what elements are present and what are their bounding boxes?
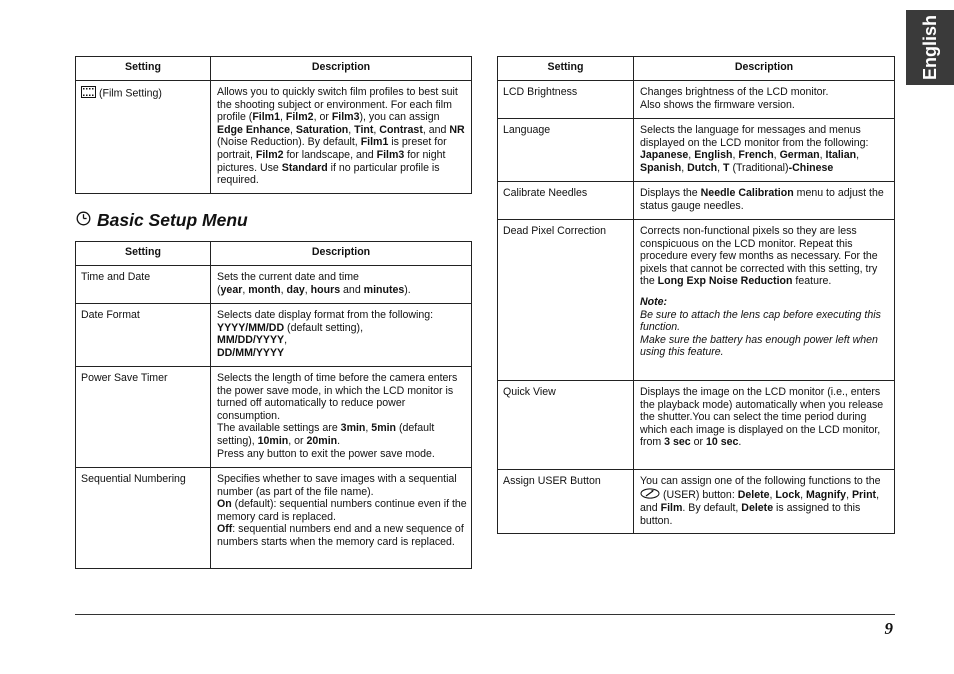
- setting-column-header: Setting: [498, 57, 634, 81]
- basic-setup-table: [75, 241, 472, 569]
- description-cell: Selects the language for messages and menus displayed on the LCD monitor from the following: Japanese, English, French, German, Italian, Spanish, Dutch, T (Traditional)-Chinese: [634, 119, 895, 182]
- setting-cell: Power Save Timer: [76, 367, 211, 468]
- description-column-header: Description: [211, 242, 472, 266]
- setting-label: (Film Setting): [98, 87, 162, 100]
- section-title: Basic Setup Menu: [97, 210, 248, 230]
- setting-cell: Assign USER Button: [498, 470, 634, 534]
- description-cell: Selects the length of time before the camera enters the power save mode, in which the LCD monitor is turned off automatically to reduce power consumption. The available settings are 3min, 5min (default setting), 10min, or 20min. Press any button to exit the power save mode.: [211, 367, 472, 468]
- description-column-header: Description: [634, 57, 895, 81]
- table-row: [498, 470, 895, 534]
- description-cell: Corrects non-functional pixels so they are less conspicuous on the LCD monitor. Repeat this procedure every few months as necessary. For the pixels that cannot be corrected with this setting, try the Long Exp Noise Reduction feature. Note: Be sure to attach the lens cap before executing this function. Make sure the battery has enough power left when using this feature.: [634, 220, 895, 381]
- setup-menu-table-continued: [497, 56, 895, 534]
- page-number: 9: [884, 619, 893, 638]
- table-header-row: [498, 57, 895, 81]
- table-row: [76, 468, 472, 569]
- film-setting-table: [75, 56, 472, 194]
- setting-cell: Calibrate Needles: [498, 182, 634, 220]
- description-cell: Displays the image on the LCD monitor (i.e., enters the playback mode) automatically when you release the shutter.You can select the time period during which each image is displayed on the LCD monitor, from 3 sec or 10 sec.: [634, 381, 895, 470]
- setting-cell: Quick View: [498, 381, 634, 470]
- footer-rule: [75, 614, 895, 615]
- description-cell: Changes brightness of the LCD monitor. Also shows the firmware version.: [634, 81, 895, 119]
- setting-column-header: Setting: [76, 57, 211, 81]
- table-row: [498, 81, 895, 119]
- setting-cell: Date Format: [76, 304, 211, 367]
- table-row: [76, 367, 472, 468]
- note-label: Note:: [640, 295, 668, 308]
- table-row: [498, 220, 895, 381]
- table-row: [76, 81, 472, 194]
- clock-icon: [76, 210, 91, 231]
- table-header-row: [76, 242, 472, 266]
- description-cell: Sets the current date and time (year, month, day, hours and minutes).: [211, 266, 472, 304]
- description-cell: Specifies whether to save images with a sequential number (as part of the file name). On (default): sequential numbers continue even if the memory card is replaced. Off: sequential numbers end and a new sequence of numbers starts when the memory card is replaced.: [211, 468, 472, 569]
- film-setting-icon: [81, 86, 96, 102]
- note-text: Be sure to attach the lens cap before executing this function. Make sure the battery has enough power left when using this feature.: [640, 308, 881, 359]
- side-tab-label: English: [919, 15, 940, 81]
- user-button-icon: [640, 488, 660, 503]
- setting-cell: [76, 81, 211, 194]
- language-side-tab: [906, 10, 954, 85]
- table-row: [498, 381, 895, 470]
- setting-cell: Dead Pixel Correction: [498, 220, 634, 381]
- table-row: [498, 182, 895, 220]
- description-cell: Displays the Needle Calibration menu to adjust the status gauge needles.: [634, 182, 895, 220]
- description-cell: Allows you to quickly switch film profiles to best suit the shooting subject or environment. For each film profile (Film1, Film2, or Film3), you can assign Edge Enhance, Saturation, Tint, Contrast, and NR (Noise Reduction). By default, Film1 is preset for portrait, Film2 for landscape, and Film3 for night pictures. Use Standard if no particular profile is required.: [211, 81, 472, 194]
- setting-column-header: Setting: [76, 242, 211, 266]
- table-row: [76, 304, 472, 367]
- description-cell: You can assign one of the following functions to the (USER) button: Delete, Lock, Magnify, Print, and Film. By default, Delete is assigned to this button.: [634, 470, 895, 534]
- description-column-header: Description: [211, 57, 472, 81]
- table-row: [498, 119, 895, 182]
- table-row: [76, 266, 472, 304]
- setting-cell: Time and Date: [76, 266, 211, 304]
- table-header-row: [76, 57, 472, 81]
- setting-cell: Language: [498, 119, 634, 182]
- section-heading: [76, 210, 248, 231]
- description-cell: Selects date display format from the following: YYYY/MM/DD (default setting), MM/DD/YYYY, DD/MM/YYYY: [211, 304, 472, 367]
- setting-cell: Sequential Numbering: [76, 468, 211, 569]
- setting-cell: LCD Brightness: [498, 81, 634, 119]
